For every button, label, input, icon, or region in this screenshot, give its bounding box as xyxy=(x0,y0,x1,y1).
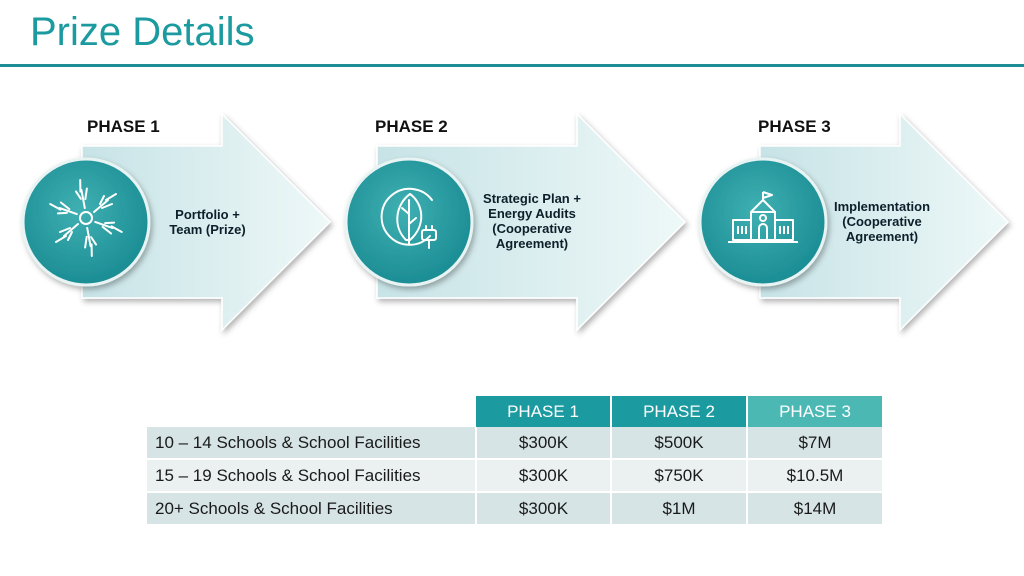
table-row xyxy=(147,492,882,525)
phase-3-label: PHASE 3 xyxy=(758,117,831,136)
phase-1-description: Portfolio + Team (Prize) xyxy=(169,207,246,237)
row-label: 10 – 14 Schools & School Facilities xyxy=(147,427,476,459)
row-label: 15 – 19 Schools & School Facilities xyxy=(147,459,476,492)
cell-value: $14M xyxy=(747,492,882,525)
cell-value: $300K xyxy=(476,459,611,492)
cell-value: $7M xyxy=(747,427,882,459)
table-header-phase-1: PHASE 1 xyxy=(476,396,611,427)
table-row xyxy=(147,427,882,459)
phase-3-description: Implementation (Cooperative Agreement) xyxy=(833,199,931,244)
table-row xyxy=(147,459,882,492)
cell-value: $1M xyxy=(611,492,747,525)
page-title: Prize Details xyxy=(30,10,255,54)
table-header-phase-2: PHASE 2 xyxy=(611,396,747,427)
row-label: 20+ Schools & School Facilities xyxy=(147,492,476,525)
cell-value: $10.5M xyxy=(747,459,882,492)
cell-value: $750K xyxy=(611,459,747,492)
phase-1-label: PHASE 1 xyxy=(87,117,160,136)
table-header-blank xyxy=(147,396,476,427)
phase-2-description: Strategic Plan + Energy Audits (Cooperative Agreement) xyxy=(483,191,581,251)
table-header-row xyxy=(147,396,882,427)
cell-value: $300K xyxy=(476,427,611,459)
phase-1-circle xyxy=(23,159,149,285)
prize-table xyxy=(147,396,882,526)
cell-value: $500K xyxy=(611,427,747,459)
cell-value: $300K xyxy=(476,492,611,525)
phase-2-label: PHASE 2 xyxy=(375,117,448,136)
table-header-phase-3: PHASE 3 xyxy=(747,396,882,427)
